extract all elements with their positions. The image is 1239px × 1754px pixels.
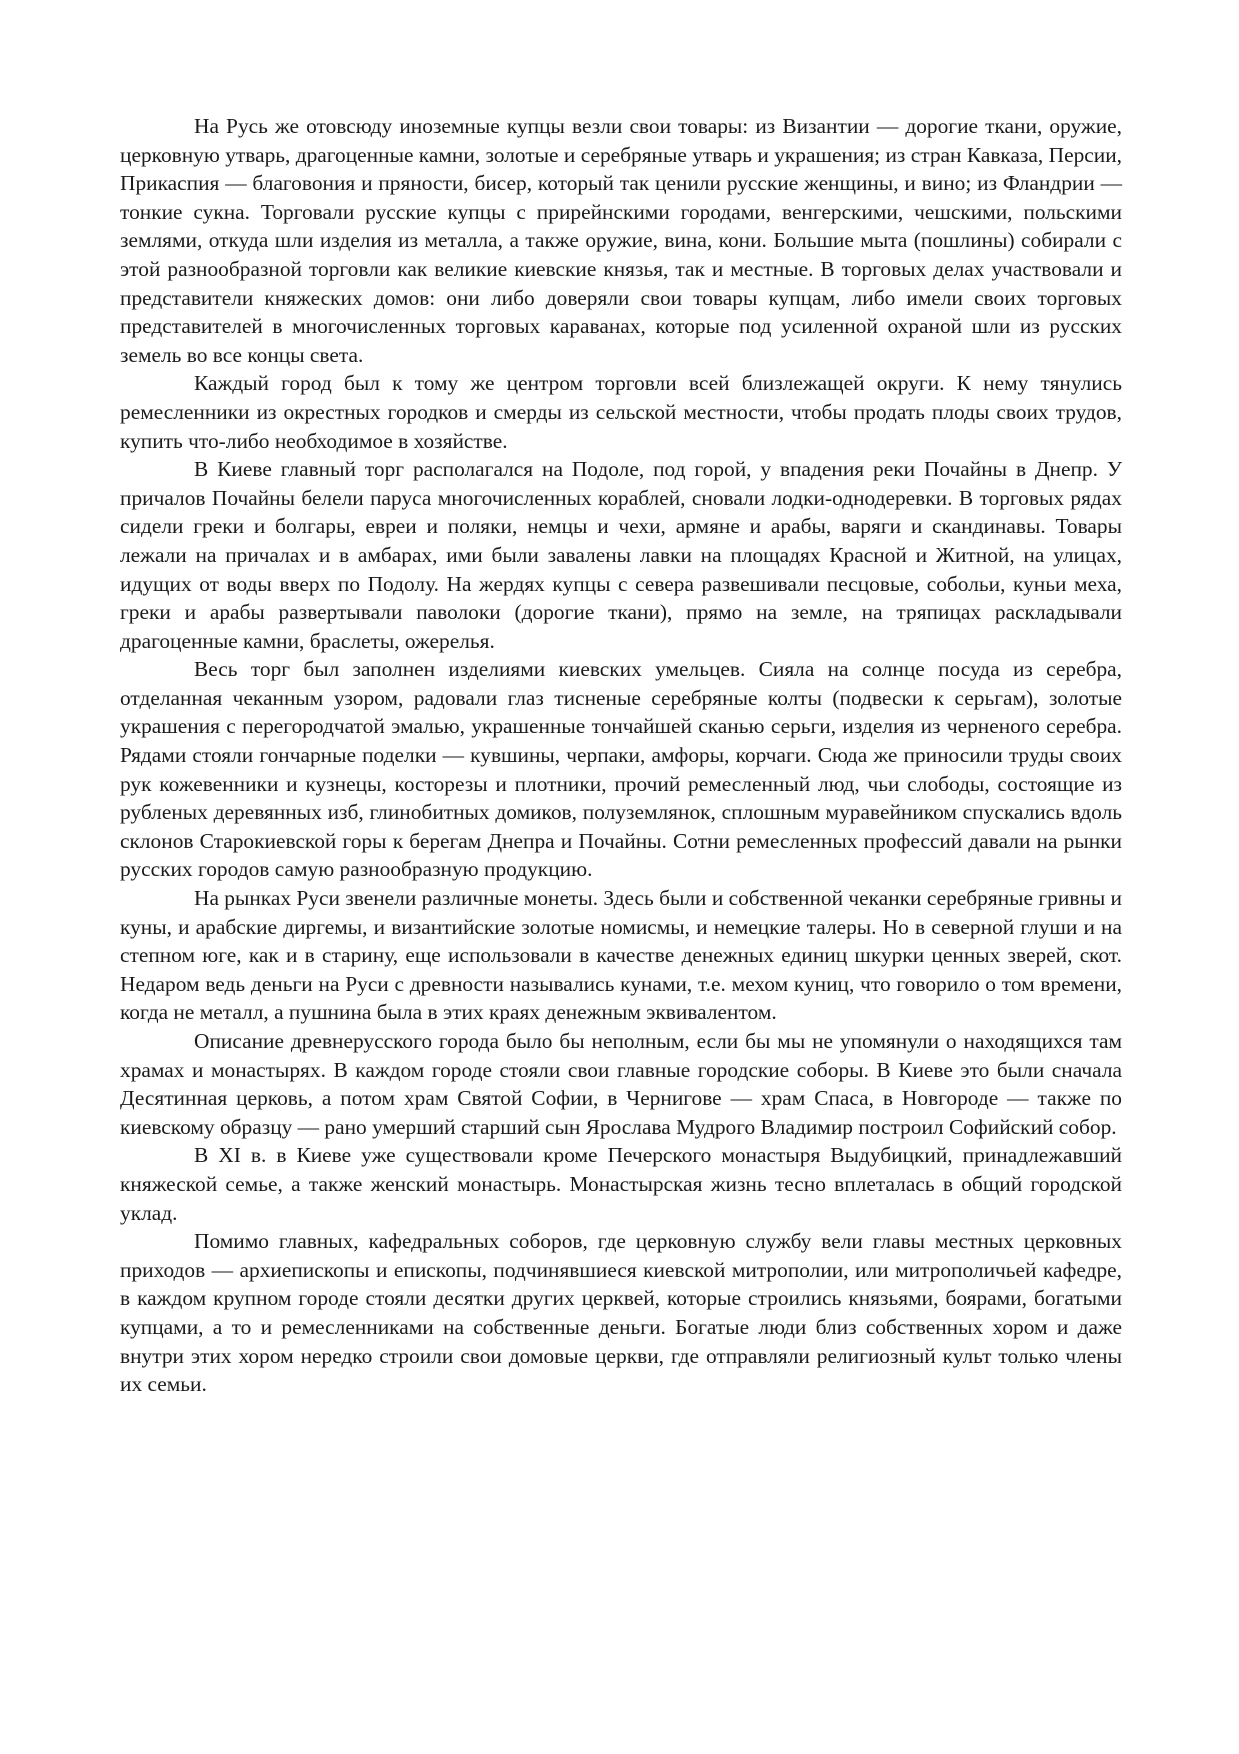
document-page <box>120 112 1122 1399</box>
paragraph-temples: Описание древнерусского города было бы неполным, если бы мы не упомянули о находящихся там храмах и монастырях. В каждом городе стояли свои главные городские соборы. В Киеве это были сначала Десятинная церковь, а потом храм Святой Софии, в Чернигове — храм Спаса, в Новгороде — также по киевскому образцу — рано умерший старший сын Ярослава Мудрого Владимир построил Софийский собор. <box>120 1029 1122 1139</box>
paragraph-city-trade-center: Каждый город был к тому же центром торговли всей близлежащей округи. К нему тянулись ремесленники из окрестных городков и смерды из сельской местности, чтобы продать плоды своих трудов, купить что-либо необходимое в хозяйстве. <box>120 371 1122 453</box>
paragraph-kiev-craftsmen: Весь торг был заполнен изделиями киевских умельцев. Сияла на солнце посуда из серебра, отделанная чеканным узором, радовали глаз тисненые серебряные колты (подвески к серьгам), золотые украшения с перегородчатой эмалью, украшенные тончайшей сканью серьги, изделия из черненого серебра. Рядами стояли гончарные поделки — кувшины, черпаки, амфоры, корчаги. Сюда же приносили труды своих рук кожевенники и кузнецы, косторезы и плотники, прочий ремесленный люд, чьи слободы, состоящие из рубленых деревянных изб, глинобитных домиков, полуземлянок, сплошным муравейником спускались вдоль склонов Старокиевской горы к берегам Днепра и Почайны. Сотни ремесленных профессий давали на рынки русских городов самую разнообразную продукцию. <box>120 657 1122 882</box>
paragraph-coins: На рынках Руси звенели различные монеты. Здесь были и собственной чеканки серебряные гривны и куны, и арабские диргемы, и византийские золотые номисмы, и немецкие талеры. Но в северной глуши и на степном юге, как и в старину, еще использовали в качестве денежных единиц шкурки ценных зверей, скот. Недаром ведь деньги на Руси с древности назывались кунами, т.е. мехом куниц, что говорило о том времени, когда не металл, а пушнина была в этих краях денежным эквивалентом. <box>120 886 1122 1025</box>
paragraph-kiev-market: В Киеве главный торг располагался на Подоле, под горой, у впадения реки Почайны в Днепр. У причалов Почайны белели паруса многочисленных кораблей, сновали лодки-однодеревки. В торговых рядах сидели греки и болгары, евреи и поляки, немцы и чехи, армяне и арабы, варяги и скандинавы. Товары лежали на причалах и в амбарах, ими были завалены лавки на площадях Красной и Житной, на улицах, идущих от воды вверх по Подолу. На жердях купцы с севера развешивали песцовые, собольи, куньи меха, греки и арабы развертывали паволоки (дорогие ткани), прямо на земле, на тряпицах раскладывали драгоценные камни, браслеты, ожерелья. <box>120 457 1122 653</box>
paragraph-churches: Помимо главных, кафедральных соборов, где церковную службу вели главы местных церковных приходов — архиепископы и епископы, подчинявшиеся киевской митрополии, или митрополичьей кафедре, в каждом крупном городе стояли десятки других церквей, которые строились князьями, боярами, богатыми купцами, а то и ремесленниками на собственные деньги. Богатые люди близ собственных хором и даже внутри этих хором нередко строили свои домовые церкви, где отправляли религиозный культ только члены их семьи. <box>120 1229 1122 1397</box>
paragraph-monasteries: В XI в. в Киеве уже существовали кроме Печерского монастыря Выдубицкий, принадлежавший княжеской семье, а также женский монастырь. Монастырская жизнь тесно вплеталась в общий городской уклад. <box>120 1143 1122 1225</box>
paragraph-foreign-merchants: На Русь же отовсюду иноземные купцы везли свои товары: из Византии — дорогие ткани, оружие, церковную утварь, драгоценные камни, золотые и серебряные утварь и украшения; из стран Кавказа, Персии, Прикаспия — благовония и пряности, бисер, который так ценили русские женщины, и вино; из Фландрии — тонкие сукна. Торговали русские купцы с прирейнскими городами, венгерскими, чешскими, польскими землями, откуда шли изделия из металла, а также оружие, вина, кони. Большие мыта (пошлины) собирали с этой разнообразной торговли как великие киевские князья, так и местные. В торговых делах участвовали и представители княжеских домов: они либо доверяли свои товары купцам, либо имели своих торговых представителей в многочисленных торговых караванах, которые под усиленной охраной шли из русских земель во все концы света. <box>120 114 1122 367</box>
